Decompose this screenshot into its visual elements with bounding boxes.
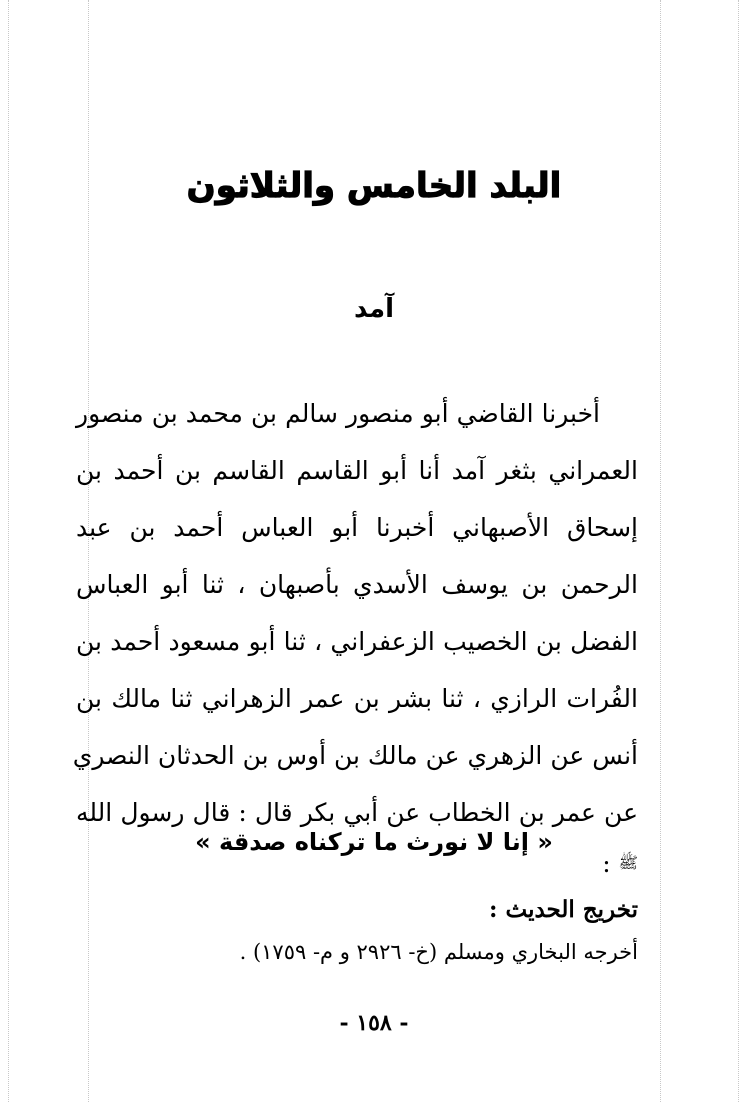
hadith-chain-text [72, 385, 638, 887]
hadith-text: « إنا لا نورث ما تركناه صدقة » [195, 828, 553, 856]
body-line: الفُرات الرازي ، ثنا بشر بن عمر الزهراني ثنا مالك بن [76, 684, 638, 713]
page-number: - ١٥٨ - [339, 1010, 409, 1036]
body-line: عن عمر بن الخطاب عن أبي بكر قال : قال رسول الله [76, 798, 638, 827]
city-title: آمد [353, 294, 395, 324]
body-line: إسحاق الأصبهاني أخبرنا أبو العباس أحمد بن عبد [76, 513, 638, 542]
body-line: أنس عن الزهري عن مالك بن أوس بن الحدثان النصري [72, 741, 638, 770]
body-line: الفضل بن الخصيب الزعفراني ، ثنا أبو مسعود أحمد بن [76, 627, 638, 656]
chapter-title: البلد الخامس والثلاثون [186, 166, 562, 206]
takhrij-heading: تخريج الحديث : [489, 896, 638, 923]
body-line: أخبرنا القاضي أبو منصور سالم بن محمد بن منصور [76, 399, 600, 428]
body-line: الرحمن بن يوسف الأسدي بأصبهان ، ثنا أبو العباس [76, 570, 638, 599]
honorific-symbol: ﷺ [618, 853, 638, 872]
body-line: العمراني بثغر آمد أنا أبو القاسم القاسم بن أحمد بن [76, 456, 638, 485]
colon: : [602, 849, 611, 878]
takhrij-text: أخرجه البخاري ومسلم (خ- ٢٩٢٦ و م- ١٧٥٩) . [239, 940, 638, 964]
